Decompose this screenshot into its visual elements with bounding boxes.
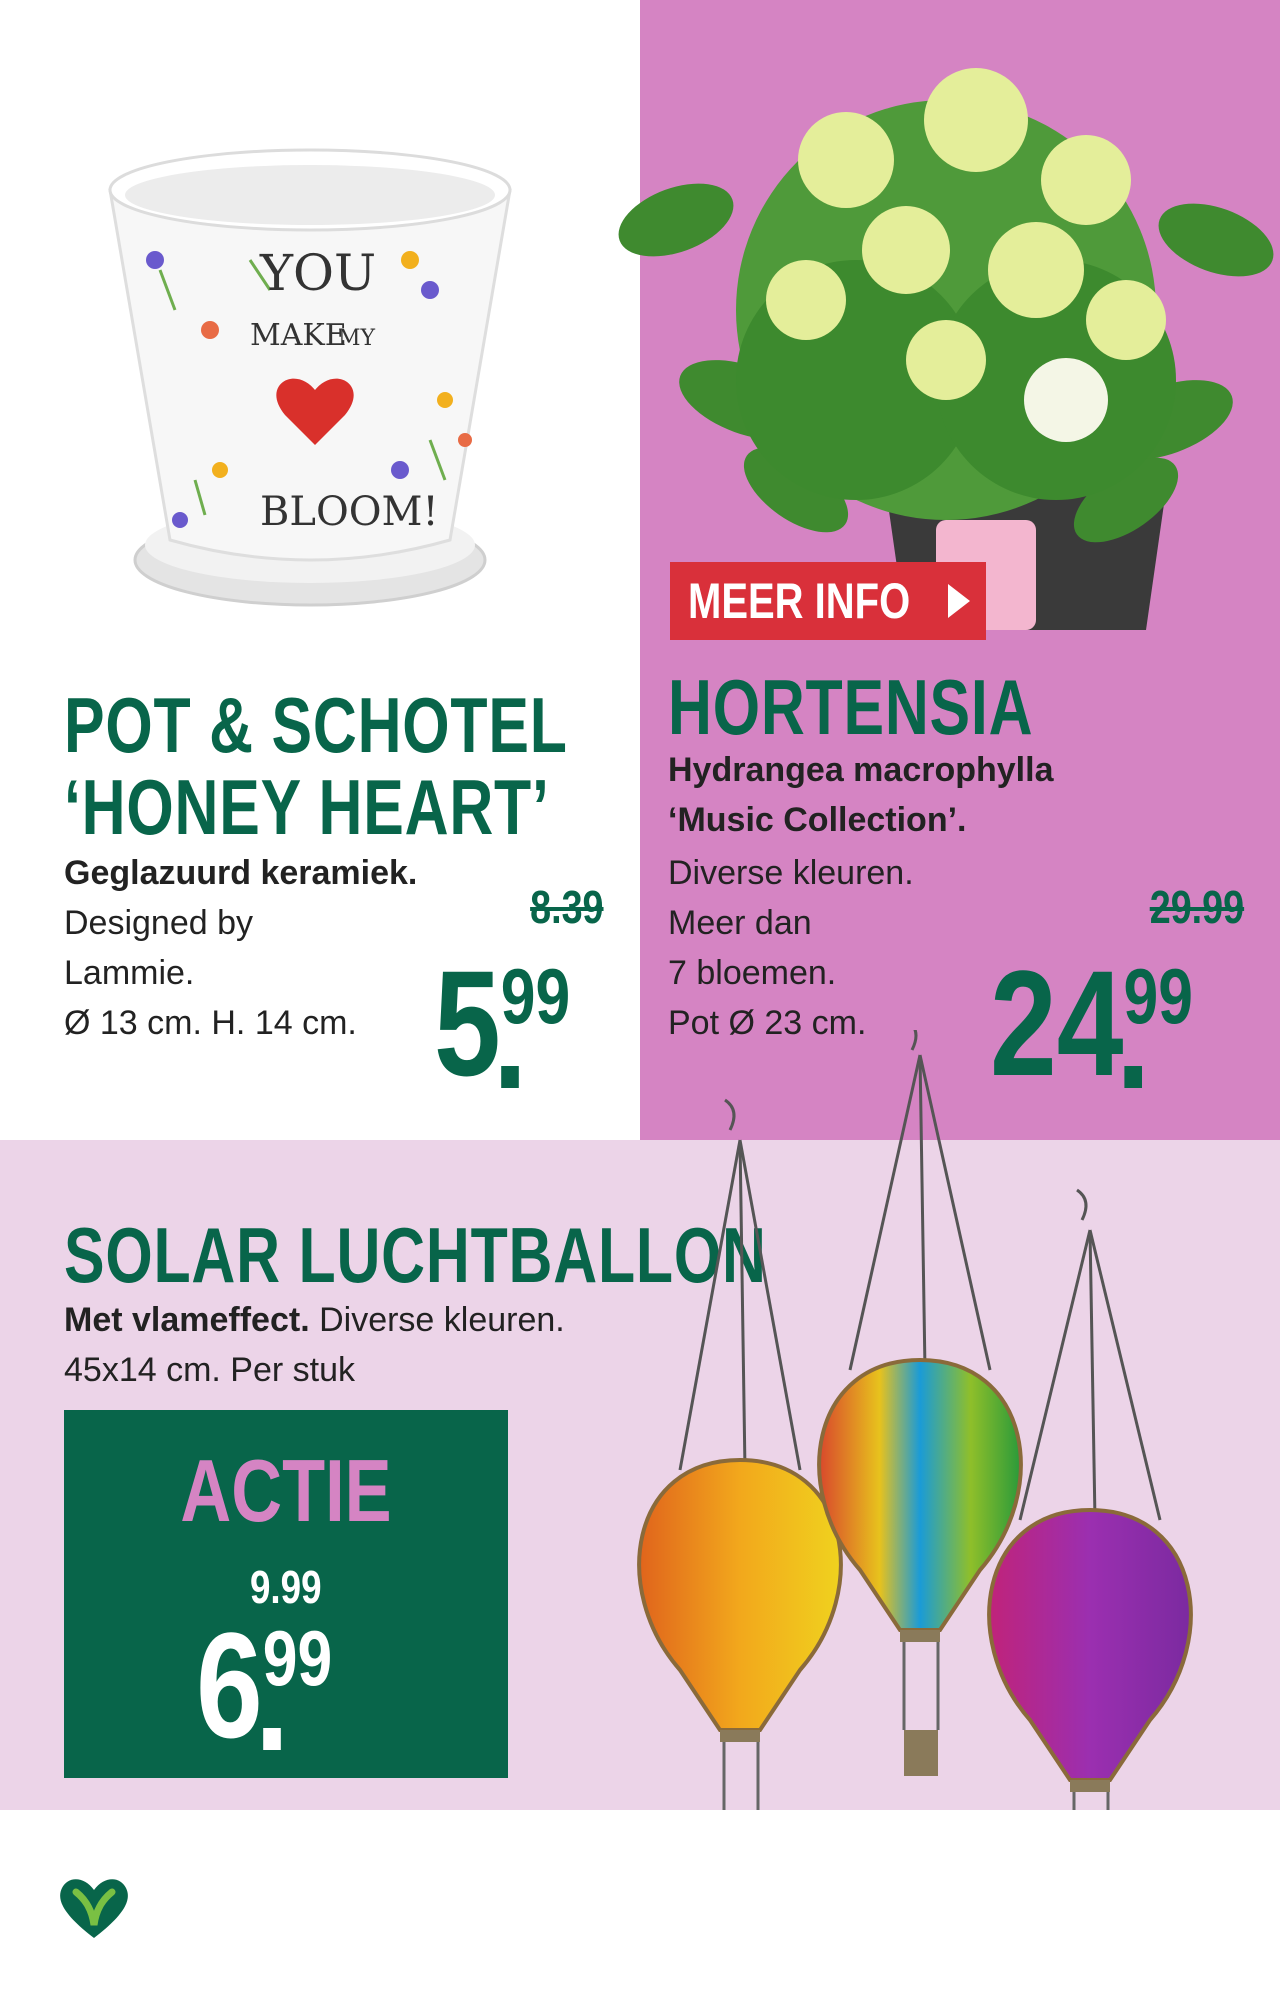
hortensia-price-int: 24: [990, 939, 1124, 1107]
balloon-desc-bold: Met vlameffect.: [64, 1301, 310, 1339]
pot-desc-1: Designed by: [64, 904, 254, 942]
pot-price: [434, 939, 571, 1107]
pot-desc-2: Lammie.: [64, 954, 195, 992]
pot-title-line2: ‘HONEY HEART’: [64, 763, 550, 851]
meer-info-button[interactable]: [670, 562, 986, 640]
hortensia-price-dec: 99: [1123, 952, 1193, 1040]
pot-image: [100, 140, 520, 650]
balloon-blue: [819, 1360, 1021, 1776]
hortensia-desc-2: Meer dan: [668, 904, 812, 942]
hortensia-old-price: 29.99: [1149, 881, 1244, 933]
pot-image-text-bloom: BLOOM!: [260, 489, 439, 535]
pot-image-text-you: YOU: [260, 244, 377, 302]
balloon-old-price: [64, 1560, 508, 1614]
balloon-price-dot: [263, 1728, 281, 1750]
balloon-title: SOLAR LUCHTBALLON: [64, 1211, 767, 1299]
footer: [0, 1810, 1280, 2000]
pot-price-dot: [501, 1066, 519, 1088]
balloon-price: [196, 1601, 333, 1769]
actie-label: [64, 1440, 508, 1542]
hortensia-desc-1: Diverse kleuren.: [668, 854, 914, 892]
hortensia-desc-3: 7 bloemen.: [668, 954, 837, 992]
balloon-desc-1: [64, 1295, 565, 1345]
hortensia-latin-2: ‘Music Collection’.: [668, 801, 967, 839]
balloon-desc-rest: Diverse kleuren.: [309, 1301, 565, 1339]
balloon-desc-2: 45x14 cm. Per stuk: [64, 1351, 356, 1389]
leaf-heart-logo-icon: [54, 1870, 134, 1940]
hortensia-latin-1: Hydrangea macrophylla: [668, 751, 1054, 789]
pot-title-line1: POT & SCHOTEL: [64, 681, 568, 769]
balloon-old-price-text: 9.99: [250, 1561, 322, 1613]
pot-image-text-my: MY: [338, 326, 376, 351]
play-arrow-icon: [948, 584, 970, 618]
pot-desc-3: Ø 13 cm. H. 14 cm.: [64, 1004, 357, 1042]
balloon-price-int: 6: [196, 1601, 263, 1769]
product-pot-section: [0, 0, 640, 1140]
hortensia-desc-4: Pot Ø 23 cm.: [668, 1004, 867, 1042]
pot-price-dec: 99: [500, 952, 571, 1040]
pot-subtitle: Geglazuurd keramiek.: [64, 854, 418, 892]
actie-price-box: [64, 1410, 508, 1778]
meer-info-label: MEER INFO: [688, 573, 911, 629]
pot-old-price: 8.39: [530, 881, 604, 933]
actie-label-text: ACTIE: [180, 1441, 392, 1540]
hortensia-title: HORTENSIA: [668, 663, 1034, 751]
hortensia-image: [606, 20, 1280, 640]
pot-image-text-make: MAKE: [250, 318, 347, 353]
balloon-price-dec: 99: [262, 1614, 333, 1702]
pot-price-int: 5: [434, 939, 501, 1107]
